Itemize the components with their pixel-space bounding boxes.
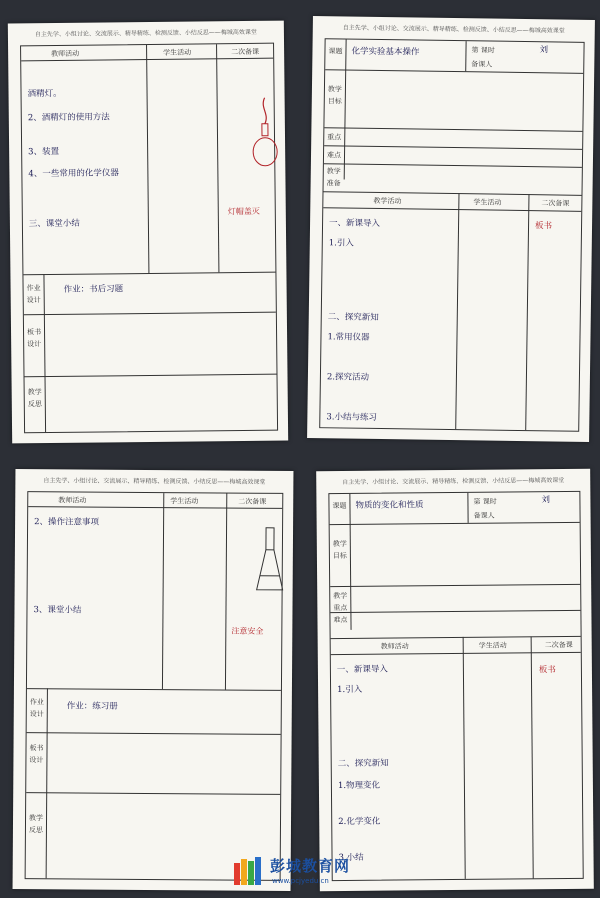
col-header-teacher: 教学活动 (373, 196, 402, 206)
side-label: 难点 (333, 615, 348, 625)
side-label: 教学反思 (27, 388, 42, 409)
lesson-table (25, 491, 284, 881)
col-header-revise: 二次备课 (544, 640, 573, 650)
label-col-line (46, 688, 48, 878)
handwriting-line: 酒精灯。 (27, 88, 62, 100)
handwriting-line: 3.小结 (338, 852, 364, 864)
handwriting-line: 一、新课导入 (328, 218, 381, 230)
handwriting-line: 2.探究活动 (326, 372, 370, 383)
col-header-student: 学生活动 (473, 198, 502, 207)
table-row-line (330, 584, 580, 587)
book-logo-icon (232, 855, 268, 889)
table-row-line (324, 127, 582, 132)
meta-label: 第 课时 (471, 46, 495, 55)
col-line (467, 493, 468, 523)
handwriting-line: 2、操作注意事项 (34, 517, 100, 528)
table-row-line (324, 145, 582, 150)
side-label: 板书设计 (27, 328, 42, 349)
label-col-line (344, 40, 347, 180)
col-line (463, 637, 466, 879)
handwriting-line: 1.物理变化 (337, 780, 381, 792)
meta-label: 第 课时 (473, 497, 497, 506)
meta-label: 备课人 (471, 60, 493, 69)
handwriting-line: 1.引入 (337, 684, 363, 696)
col-line (531, 636, 534, 878)
alcohol-lamp-drawing (250, 94, 281, 174)
side-label: 教学重点 (333, 591, 348, 613)
col-header-student: 学生活动 (478, 641, 507, 650)
col-header-revise: 二次备课 (541, 199, 570, 208)
table-row-line (325, 69, 583, 74)
lesson-table (319, 38, 584, 432)
col-header-teacher: 教师活动 (58, 496, 87, 505)
page-header: 自主先学、小组讨论、交流展示、精导精练、检测反馈、小结反思——梅城高效课堂 (342, 477, 565, 486)
page-header: 自主先学、小组讨论、交流展示、精导精练、检测反馈、小结反思——梅城高效课堂 (34, 28, 257, 39)
page-header: 自主先学、小组讨论、交流展示、精导精练、检测反馈、小结反思——梅城高效课堂 (43, 477, 266, 486)
watermark-url: www.pcjyedu.cn (272, 877, 329, 885)
handwriting-line: 二、探究新知 (337, 758, 389, 770)
handwriting-line: 2、酒精灯的使用方法 (27, 112, 110, 124)
table-row-line (330, 522, 580, 525)
handwriting-line: 1.常用仪器 (327, 332, 370, 343)
col-line (225, 494, 227, 690)
handwriting-line: 三、课堂小结 (28, 218, 80, 230)
title-label: 课题 (332, 501, 347, 511)
table-row-line (324, 191, 582, 196)
margin-note: 注意安全 (231, 626, 264, 636)
lesson-plan-page-2 (307, 16, 595, 442)
table-row-line (24, 312, 276, 316)
site-watermark (232, 853, 377, 893)
side-label: 作业设计 (29, 698, 44, 719)
handwriting-line: 一、新课导入 (336, 664, 388, 676)
side-label: 难点 (326, 151, 342, 160)
handwriting-line: 4、一些常用的化学仪器 (28, 168, 119, 180)
side-label: 作业设计 (26, 284, 41, 305)
col-line (465, 41, 466, 71)
meta-value: 刘 (539, 45, 549, 56)
col-header-teacher: 教师活动 (51, 49, 80, 59)
lesson-plan-page-4 (316, 469, 594, 891)
col-header-student: 学生活动 (163, 48, 192, 57)
title-label: 课题 (328, 47, 343, 56)
side-label: 教学反思 (28, 814, 44, 835)
side-label: 教学准备 (326, 167, 341, 188)
handwriting-line: 3、装置 (28, 146, 60, 158)
handwriting-line: 作业：练习册 (66, 701, 118, 712)
side-label: 板书设计 (29, 744, 44, 765)
handwriting-line: 作业：书后习题 (63, 284, 124, 295)
side-label: 教学目标 (332, 539, 347, 561)
table-row-line (27, 688, 281, 691)
col-header-student: 学生活动 (170, 497, 199, 506)
lesson-title: 化学实验基本操作 (351, 46, 420, 58)
handwriting-line: 3.小结与练习 (326, 412, 378, 423)
page-header: 自主先学、小组讨论、交流展示、精导精练、检测反馈、小结反思——梅城高效课堂 (342, 24, 565, 35)
table-row-line (27, 732, 281, 735)
lesson-plan-page-3 (13, 469, 294, 891)
table-row-line (23, 272, 275, 276)
lesson-table (20, 43, 278, 434)
col-header-teacher: 教师活动 (380, 642, 409, 651)
table-row-line (25, 374, 277, 378)
col-header-revise: 二次备课 (231, 47, 260, 57)
flask-drawing (253, 524, 288, 604)
lesson-title: 物质的变化和性质 (355, 500, 424, 511)
col-header-revise: 二次备课 (238, 497, 267, 506)
side-label: 重点 (327, 133, 342, 142)
col-line (162, 493, 164, 689)
meta-label: 备课人 (473, 511, 495, 520)
side-label: 教学目标 (327, 85, 342, 106)
table-row-line (331, 636, 581, 639)
table-row-line (324, 163, 582, 168)
col-line (146, 45, 149, 273)
watermark-name: 彭城教育网 (270, 857, 351, 875)
margin-note: 灯帽盖灭 (227, 206, 260, 217)
table-row-line (330, 610, 580, 613)
margin-note: 板书 (534, 221, 553, 232)
label-col-line (349, 494, 351, 630)
meta-value: 刘 (541, 495, 550, 506)
handwriting-line: 3、课堂小结 (33, 605, 82, 616)
col-line (216, 44, 219, 272)
handwriting-line: 2.化学变化 (338, 816, 381, 828)
lesson-plan-page-1 (8, 21, 288, 444)
lesson-table (328, 491, 583, 881)
handwriting-line: 二、探究新知 (327, 312, 379, 323)
table-row-line (26, 792, 280, 795)
margin-note: 板书 (538, 665, 556, 676)
table-row-line (331, 652, 581, 655)
label-col-line (43, 274, 46, 432)
handwriting-line: 1.引入 (328, 238, 354, 249)
col-line (525, 194, 529, 430)
